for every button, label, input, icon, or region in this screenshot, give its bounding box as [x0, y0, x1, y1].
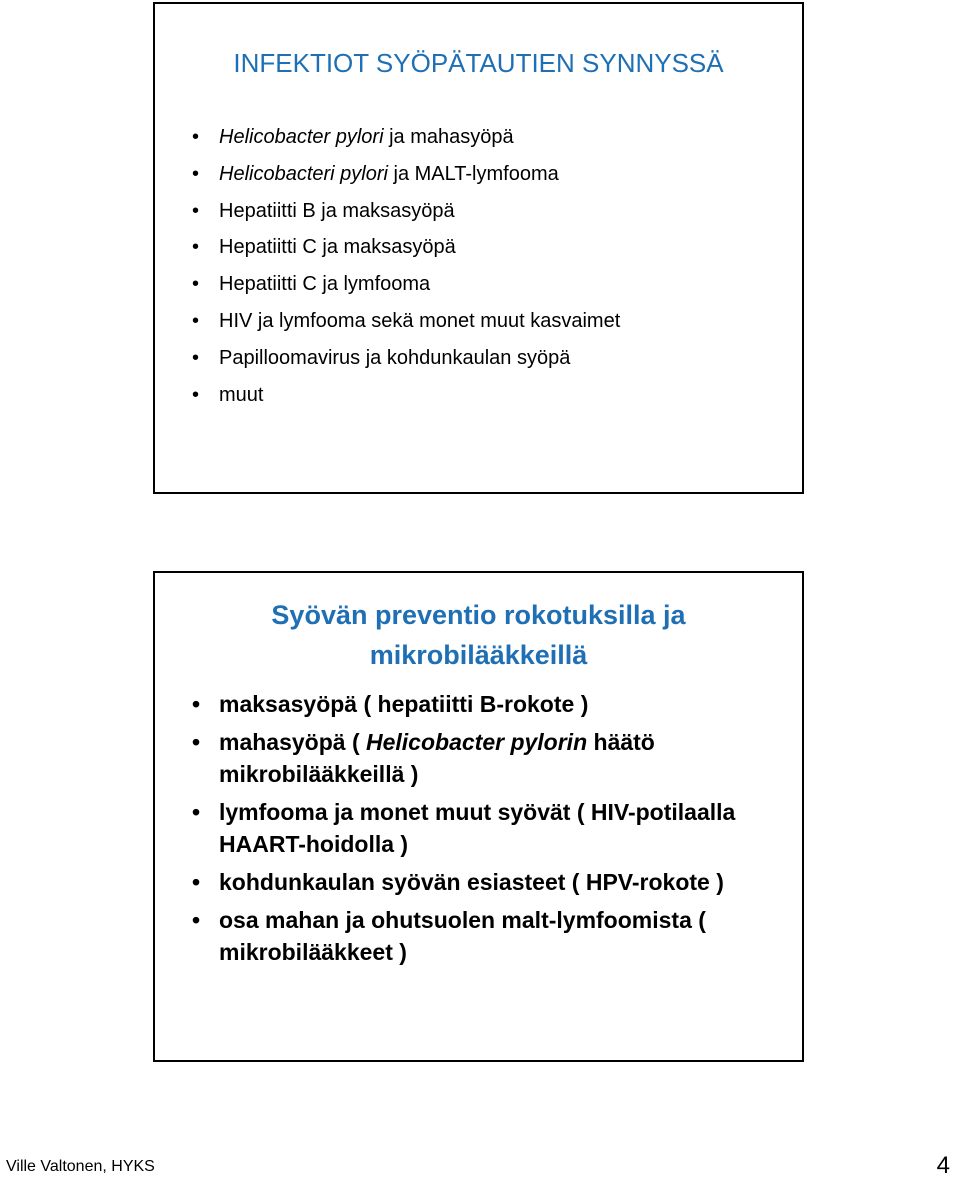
- slide-2: [153, 571, 804, 1062]
- bullet-text: osa mahan ja ohutsuolen malt-lymfoomista ( mikrobilääkkeet ): [219, 907, 706, 965]
- slide-2-bullet-item: [192, 796, 792, 860]
- slide-1-bullet-list: [192, 122, 792, 416]
- slide-2-bullet-list: [192, 688, 792, 974]
- slide-2-bullet-item: [192, 904, 792, 968]
- slide-2-title: [155, 595, 802, 675]
- bullet-text: kohdunkaulan syövän esiasteet ( HPV-rokote ): [219, 869, 724, 895]
- slide-1-bullet-item: [192, 343, 792, 380]
- bullet-text: ja mahasyöpä: [383, 126, 514, 148]
- bullet-text: HIV ja lymfooma sekä monet muut kasvaimet: [219, 309, 621, 332]
- bullet-text: Papilloomavirus ja kohdunkaulan syöpä: [219, 346, 571, 369]
- slide-1-bullet-item: [192, 232, 792, 269]
- slide-1: [153, 2, 804, 494]
- footer-author: Ville Valtonen, HYKS: [6, 1158, 155, 1175]
- bullet-text: maksasyöpä ( hepatiitti B-rokote ): [219, 691, 589, 717]
- slide-2-bullet-item: [192, 726, 792, 790]
- slide-1-bullet-item: [192, 380, 792, 417]
- slide-2-bullet-item: [192, 866, 792, 898]
- bullet-text-after: häätö mikrobilääkkeillä ): [219, 729, 655, 787]
- slide-1-bullet-item: [192, 306, 792, 343]
- bullet-text: mahasyöpä (: [219, 729, 366, 755]
- slide-1-bullet-item: [192, 196, 792, 233]
- slide-2-bullet-item: [192, 688, 792, 720]
- bullet-italic-text: Helicobacter pylorin: [366, 729, 588, 755]
- bullet-text: lymfooma ja monet muut syövät ( HIV-potilaalla HAART-hoidolla ): [219, 799, 736, 857]
- slide-2-title-line-2: mikrobilääkkeillä: [369, 640, 588, 670]
- slide-1-title: INFEKTIOT SYÖPÄTAUTIEN SYNNYSSÄ: [233, 48, 724, 78]
- page-number: 4: [936, 1152, 950, 1179]
- bullet-italic-text: Helicobacteri pylori: [219, 162, 388, 185]
- bullet-text: Hepatiitti C ja maksasyöpä: [219, 236, 456, 259]
- bullet-text: Hepatiitti C ja lymfooma: [219, 273, 431, 296]
- bullet-italic-text: Helicobacter pylori: [219, 126, 384, 148]
- slide-1-bullet-item: [192, 269, 792, 306]
- bullet-text: ja MALT-lymfooma: [387, 162, 559, 185]
- bullet-text: muut: [219, 383, 264, 406]
- slide-1-bullet-item: [192, 122, 792, 159]
- slide-2-title-line-1: Syövän preventio rokotuksilla ja: [271, 600, 686, 630]
- bullet-text: Hepatiitti B ja maksasyöpä: [219, 199, 455, 222]
- slide-1-bullet-item: [192, 159, 792, 196]
